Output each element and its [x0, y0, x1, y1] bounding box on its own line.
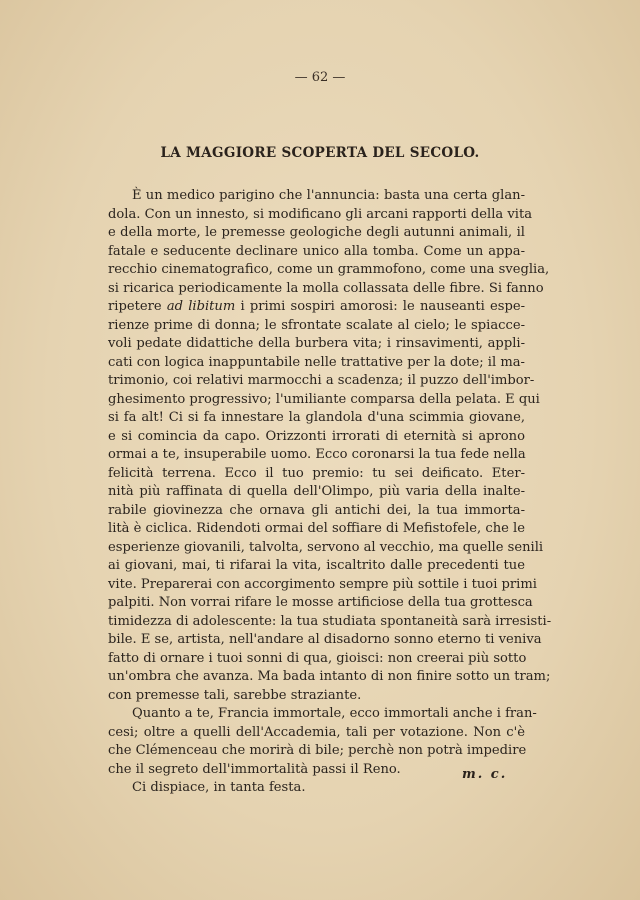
text-line: cesi; oltre a quelli dell'Accademia, tali per votazione. Non c'è	[108, 724, 525, 740]
text-line: bile. E se, artista, nell'andare al disadorno sonno eterno ti veniva	[108, 632, 542, 647]
text-line: voli pedate didattiche della burbera vita; i rinsavimenti, appli-	[108, 336, 525, 351]
page-number: — 62 —	[294, 70, 346, 85]
text-line: rienze prime di donna; le sfrontate scalate al cielo; le spiacce-	[108, 317, 525, 333]
text-line: fatale e seducente declinare unico alla tomba. Come un appa-	[108, 243, 525, 259]
text-line: fatto di ornare i tuoi sonni di qua, gioisci: non creerai più sotto	[108, 650, 527, 666]
text-line: esperienze giovanili, talvolta, servono al vecchio, ma quelle senili	[108, 539, 544, 555]
text-line: lità è ciclica. Ridendoti ormai del soffiare di Mefistofele, che le	[108, 521, 525, 536]
text-line: Quanto a te, Francia immortale, ecco immortali anche i fran-	[132, 706, 537, 721]
text-line: trimonio, coi relativi marmocchi a scadenza; il puzzo dell'imbor-	[108, 373, 535, 388]
text-line: nità più raffinata di quella dell'Olimpo, più varia della inalte-	[108, 484, 525, 499]
author-initials: m. c.	[462, 767, 508, 782]
text-line: ai giovani, mai, ti rifarai la vita, iscaltrito dalle precedenti tue	[108, 558, 525, 573]
text-line: palpiti. Non vorrai rifare le mosse artificiose della tua grottesca	[108, 595, 533, 610]
text-line: È un medico parigino che l'annuncia: basta una certa glan-	[132, 188, 525, 203]
text-line: felicità terrena. Ecco il tuo premio: tu sei deificato. Eter-	[108, 465, 525, 481]
text-line: cati con logica inappuntabile nelle trattative per la dote; il ma-	[108, 354, 525, 370]
text-line: e si comincia da capo. Orizzonti irrorati di eternità si aprono	[108, 428, 525, 444]
text-line: ripetere ad libitum i primi sospiri amorosi: le nauseanti espe-	[108, 299, 526, 314]
text-line: Ci dispiace, in tanta festa.	[132, 780, 306, 795]
text-line: ormai a te, insuperabile uomo. Ecco coronarsi la tua fede nella	[108, 447, 526, 462]
text-line: si ricarica periodicamente la molla collassata delle fibre. Si fanno	[108, 280, 544, 296]
text-line: che il segreto dell'immortalità passi il Reno.	[108, 761, 401, 777]
latin-phrase: ad libitum	[166, 299, 236, 314]
text-line: dola. Con un innesto, si modificano gli arcani rapporti della vita	[108, 206, 533, 222]
article-body	[108, 187, 552, 798]
text-line: vite. Preparerai con accorgimento sempre più sottile i tuoi primi	[108, 576, 537, 592]
text-line: ghesimento progressivo; l'umiliante comparsa della pelata. E qui	[108, 391, 540, 407]
text-line: timidezza di adolescente: la tua studiata spontaneità sarà irresisti-	[108, 613, 552, 629]
text-line: con premesse tali, sarebbe straziante.	[108, 687, 362, 703]
text-line: un'ombra che avanza. Ma bada intanto di non finire sotto un tram;	[108, 669, 551, 684]
text-line: che Clémenceau che morirà di bile; perchè non potrà impedire	[108, 743, 527, 758]
text-line: rabile giovinezza che ornava gli antichi dei, la tua immorta-	[108, 502, 525, 518]
text-line: recchio cinematografico, come un grammofono, come una sveglia,	[108, 262, 550, 277]
article-title: LA MAGGIORE SCOPERTA DEL SECOLO.	[160, 145, 480, 161]
text-line: si fa alt! Ci si fa innestare la glandola d'una scimmia giovane,	[108, 410, 525, 425]
text-line: e della morte, le premesse geologiche degli autunni animali, il	[108, 225, 525, 240]
